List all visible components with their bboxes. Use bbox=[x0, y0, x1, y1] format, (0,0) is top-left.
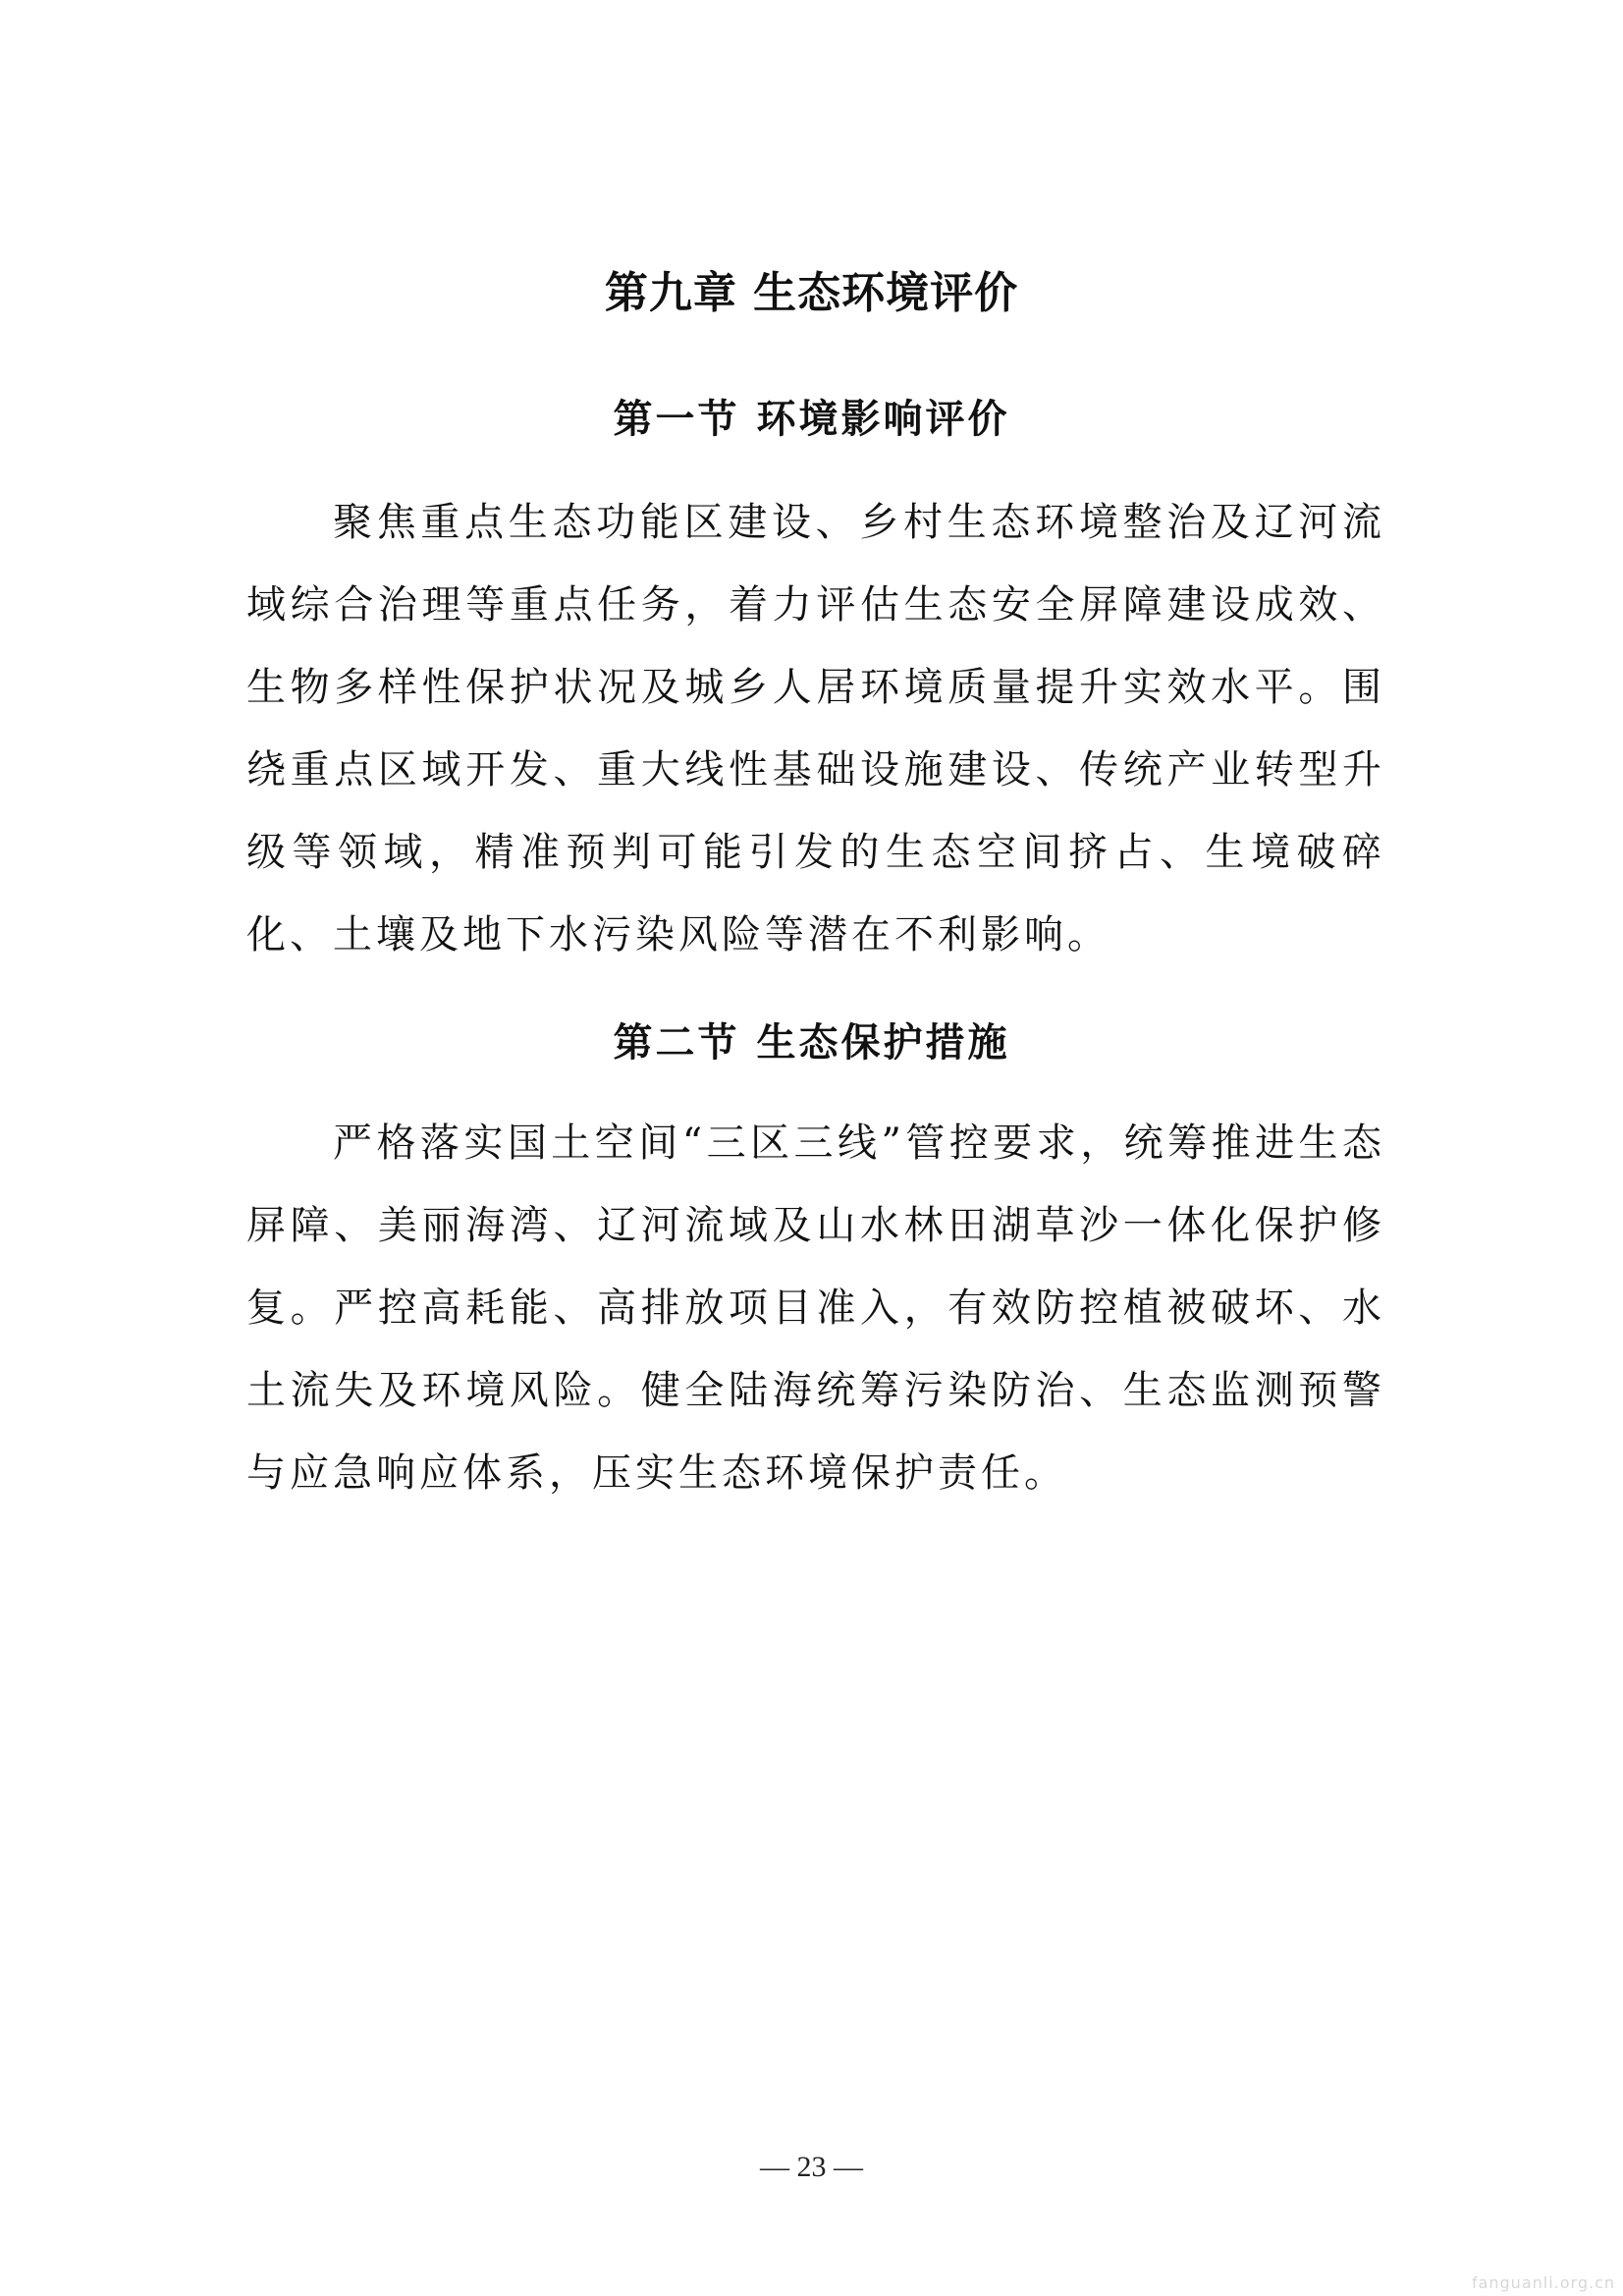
section-body-environmental-impact: 聚焦重点生态功能区建设、乡村生态环境整治及辽河流域综合治理等重点任务，着力评估生态安全屏障建设成效、生物多样性保护状况及城乡人居环境质量提升实效水平。围绕重点区域开发、重大线性基础设施建设、传统产业转型升级等领域，精准预判可能引发的生态空间挤占、生境破碎化、土壤及地下水污染风险等潜在不利影响。 bbox=[246, 500, 1385, 957]
section-body-ecological-protection: 严格落实国土空间“三区三线”管控要求，统筹推进生态屏障、美丽海湾、辽河流域及山水林田湖草沙一体化保护修复。严控高耗能、高排放项目准入，有效防控植被破坏、水土流失及环境风险。健全陆海统筹污染防治、生态监测预警与应急响应体系，压实生态环境保护责任。 bbox=[246, 1121, 1385, 1496]
watermark: fanguanli.org.cn bbox=[1471, 2273, 1615, 2292]
section-title-ecological-protection: 第二节 生态保护措施 bbox=[613, 1019, 1010, 1066]
chapter-title: 第九章 生态环境评价 bbox=[604, 268, 1019, 318]
page-number: — 23 — bbox=[760, 2151, 863, 2183]
section-title-environmental-impact: 第一节 环境影响评价 bbox=[613, 396, 1010, 442]
